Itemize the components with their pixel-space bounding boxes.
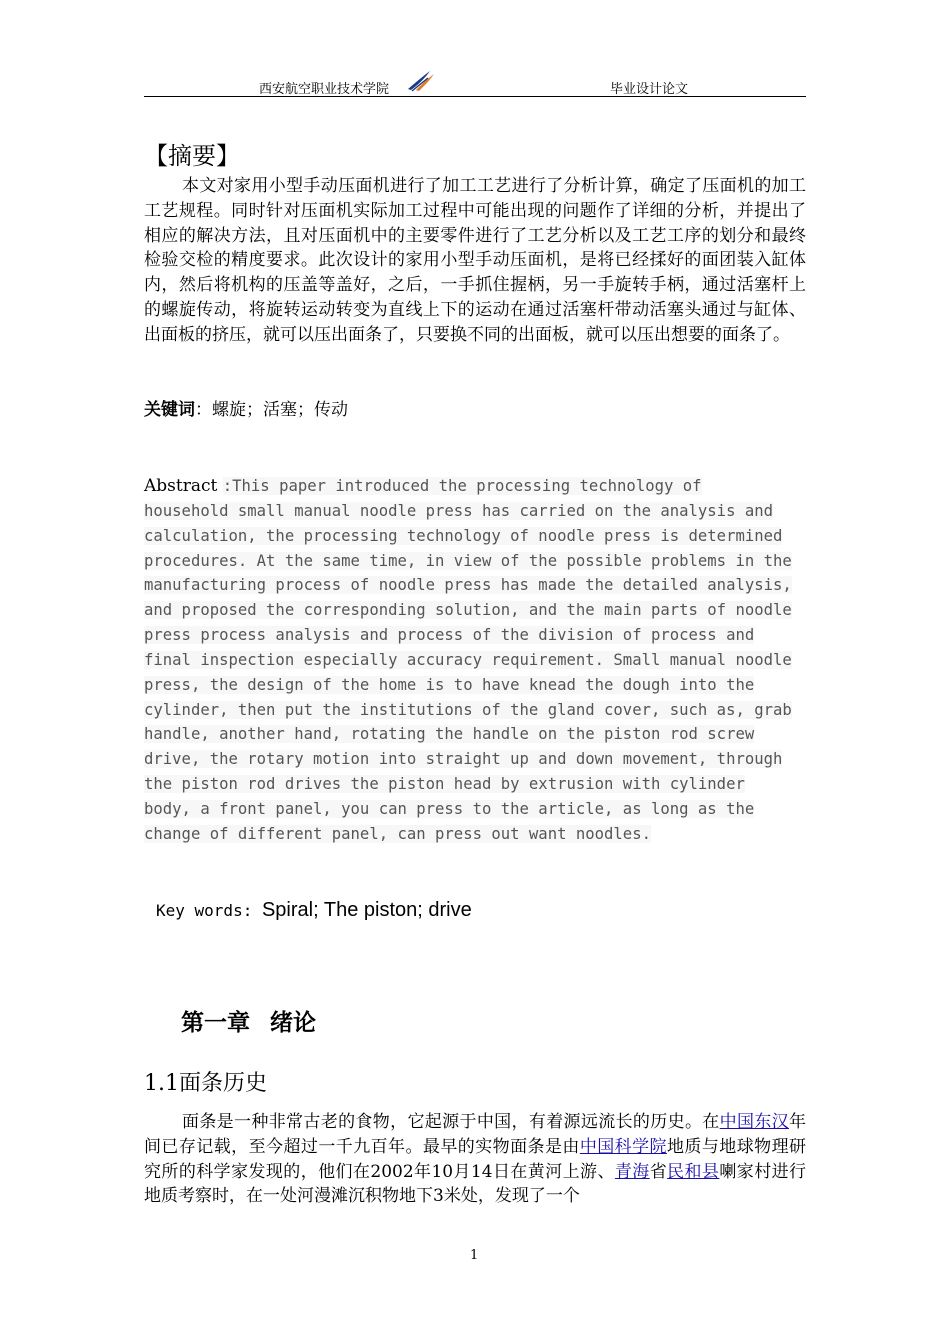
english-abstract-line: final inspection especially accuracy requirement. Small manual noodle (144, 650, 792, 669)
page-number: 1 (470, 1248, 479, 1263)
chinese-keywords-label: 关键词 (144, 400, 195, 420)
link-chinese-academy-of-sciences[interactable]: 中国科学院 (579, 1136, 667, 1157)
english-abstract-line: change of different panel, can press out want noodles. (144, 824, 651, 843)
abstract-heading: 【摘要】 (144, 142, 240, 170)
english-keywords (156, 895, 472, 925)
chinese-keywords (144, 398, 348, 422)
history-text: 省 (649, 1161, 668, 1182)
history-text: 年间已存记载，至今超过一千九百年。最早的实物面条是由 (144, 1112, 807, 1157)
section-title: 1.1面条历史 (144, 1071, 267, 1096)
history-text: 地质与地球物理研究所的科学家发现的，他们在2002年10月14日在黄河上游、 (144, 1136, 807, 1182)
chapter-title: 第一章 绪论 (181, 1010, 317, 1036)
english-keywords-label: Key words: (156, 901, 262, 920)
english-abstract-line: household small manual noodle press has carried on the analysis and (144, 501, 774, 520)
history-text: 喇家村进行地质考察时，在一处河漫滩沉积物地下3米处，发现了一个 (144, 1161, 807, 1207)
english-abstract-line: press, the design of the home is to have knead the dough into the (144, 675, 755, 694)
link-eastern-han[interactable]: 中国东汉 (719, 1112, 790, 1132)
english-abstract (144, 474, 810, 847)
english-keywords-value: Spiral; The piston; drive (261, 899, 472, 921)
school-name: 西安航空职业技术学院 (259, 82, 390, 97)
english-abstract-line: cylinder, then put the institutions of the gland cover, such as, grab (144, 700, 792, 719)
link-qinghai[interactable]: 青海 (614, 1161, 650, 1182)
english-abstract-line: and proposed the corresponding solution, and the main parts of noodle (144, 601, 792, 620)
english-abstract-line: handle, another hand, rotating the handle on the piston rod screw (144, 725, 755, 744)
english-abstract-lead: Abstract (144, 476, 223, 496)
english-abstract-line: the piston rod drives the piston head by extrusion with cylinder (144, 775, 745, 794)
swoosh-logo-icon (406, 70, 436, 92)
link-minhe-county[interactable]: 民和县 (667, 1161, 720, 1182)
history-text: 面条是一种非常古老的食物，它起源于中国，有着源远流长的历史。在 (182, 1112, 720, 1132)
english-abstract-line: procedures. At the same time, in view of the possible problems in the (144, 551, 792, 570)
thesis-label: 毕业设计论文 (610, 82, 689, 97)
chinese-abstract-body: 本文对家用小型手动压面机进行了加工工艺进行了分析计算，确定了压面机的加工工艺规程。同时针对压面机实际加工过程中可能出现的问题作了详细的分析，并提出了相应的解决方法，且对压面机中的主要零件进行了工艺分析以及工艺工序的划分和最终检验交检的精度要求。此次设计的家用小型手动压面机，是将已经揉好的面团装入缸体内，然后将机构的压盖等盖好，之后，一手抓住握柄，另一手旋转手柄，通过活塞杆上的螺旋传动，将旋转运动转变为直线上下的运动在通过活塞杆带动活塞头通过与缸体、出面板的挤压，就可以压出面条了，只要换不同的出面板，就可以压出想要的面条了。 (144, 176, 806, 345)
english-abstract-line: drive, the rotary motion into straight up and down movement, through (144, 750, 783, 769)
history-paragraph (144, 1110, 806, 1209)
english-abstract-line: :This paper introduced the processing technology of (222, 477, 702, 495)
english-abstract-line: manufacturing process of noodle press has made the detailed analysis, (144, 576, 792, 595)
english-abstract-line: calculation, the processing technology of noodle press is determined (144, 526, 783, 545)
english-abstract-line: press process analysis and process of the division of process and (144, 626, 755, 645)
chinese-keywords-value: ：螺旋；活塞；传动 (195, 400, 348, 420)
page-header (144, 70, 806, 97)
english-abstract-line: body, a front panel, you can press to the article, as long as the (144, 799, 755, 818)
